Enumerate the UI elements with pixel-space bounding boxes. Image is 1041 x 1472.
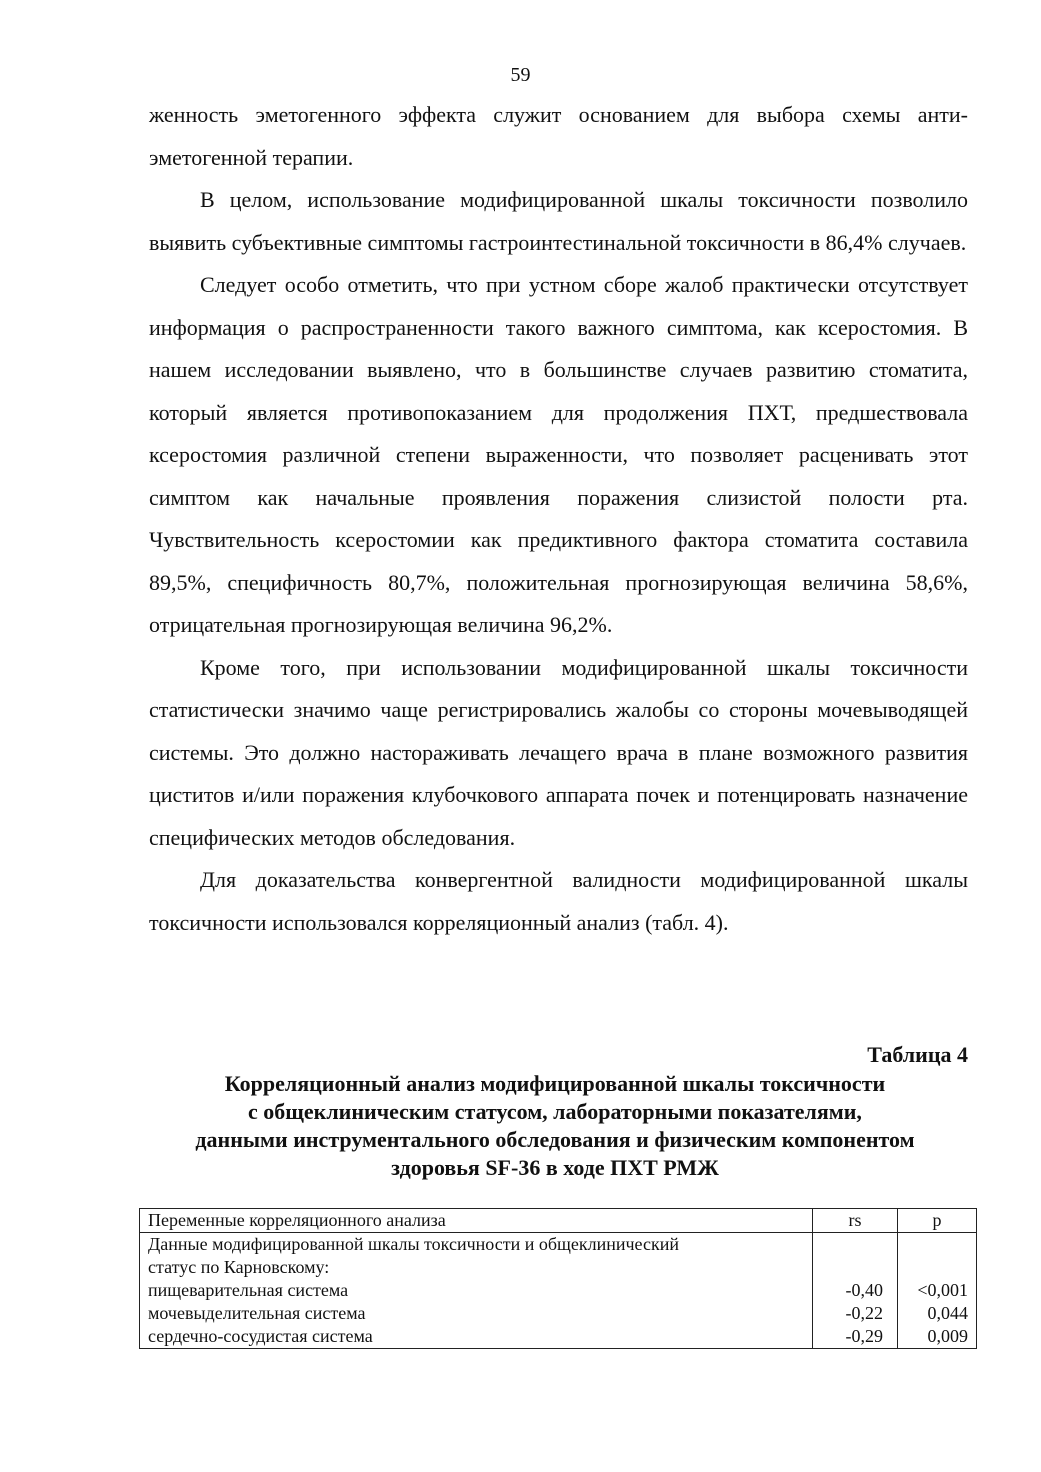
header-p: p	[898, 1209, 977, 1233]
row-rs: -0,29	[845, 1326, 883, 1346]
paragraph: Кроме того, при использовании модифицированной шкалы токсичности статистически значимо чаще регистрировались жалобы со стороны мочевыводящей системы. Это должно настораживать лечащего врача в плане возможного развития циститов и/или поражения клубочкового аппарата почек и потенцировать назначение специфических методов обследования.	[149, 654, 968, 850]
table-title	[110, 1070, 1000, 1182]
body-text	[149, 94, 968, 944]
row-variable: сердечно-сосудистая система	[148, 1326, 373, 1346]
table-row	[140, 1233, 977, 1349]
table-title-line: здоровья SF-36 в ходе ПХТ РМЖ	[391, 1155, 719, 1180]
p-cell	[898, 1233, 977, 1349]
row-rs: -0,22	[845, 1303, 883, 1323]
paragraph-continuation: женность эметогенного эффекта служит основанием для выбора схемы анти-эметогенной терапии.	[149, 102, 968, 170]
header-rs: rs	[813, 1209, 898, 1233]
row-variable: пищеварительная система	[148, 1280, 349, 1300]
correlation-table	[139, 1208, 977, 1349]
row-p: <0,001	[917, 1280, 968, 1300]
table-number: Таблица 4	[867, 1042, 968, 1067]
row-rs: -0,40	[845, 1280, 883, 1300]
header-variables: Переменные корреляционного анализа	[140, 1209, 813, 1233]
page-number: 59	[510, 64, 531, 86]
table-title-line: с общеклиническим статусом, лабораторными показателями,	[248, 1099, 862, 1124]
row-variable: мочевыделительная система	[148, 1303, 366, 1323]
row-p: 0,044	[927, 1303, 968, 1323]
row-p: 0,009	[927, 1326, 968, 1346]
rs-cell	[813, 1233, 898, 1349]
group-label-line: Данные модифицированной шкалы токсичности и общеклинический	[148, 1234, 679, 1254]
table-title-line: Корреляционный анализ модифицированной шкалы токсичности	[224, 1071, 886, 1096]
variables-cell	[140, 1233, 813, 1349]
paragraph: В целом, использование модифицированной шкалы токсичности позволило выявить субъективные симптомы гастроинтестинальной токсичности в 86,4% случаев.	[149, 187, 968, 255]
group-label-line: статус по Карновскому:	[148, 1257, 330, 1277]
table-title-line: данными инструментального обследования и физическим компонентом	[195, 1127, 915, 1152]
table-header-row	[140, 1209, 977, 1233]
paragraph: Следует особо отметить, что при устном сборе жалоб практически отсутствует информация о распространенности такого важного симптома, как ксеростомия. В нашем исследовании выявлено, что в большинстве случаев развитию стоматита, который является противопоказанием для продолжения ПХТ, предшествовала ксеростомия различной степени выраженности, что позволяет расценивать этот симптом как начальные проявления поражения слизистой полости рта. Чувствительность ксеростомии как предиктивного фактора стоматита составила 89,5%, специфичность 80,7%, положительная прогнозирующая величина 58,6%, отрицательная прогнозирующая величина 96,2%.	[149, 272, 968, 637]
paragraph: Для доказательства конвергентной валидности модифицированной шкалы токсичности использовался корреляционный анализ (табл. 4).	[149, 867, 968, 935]
